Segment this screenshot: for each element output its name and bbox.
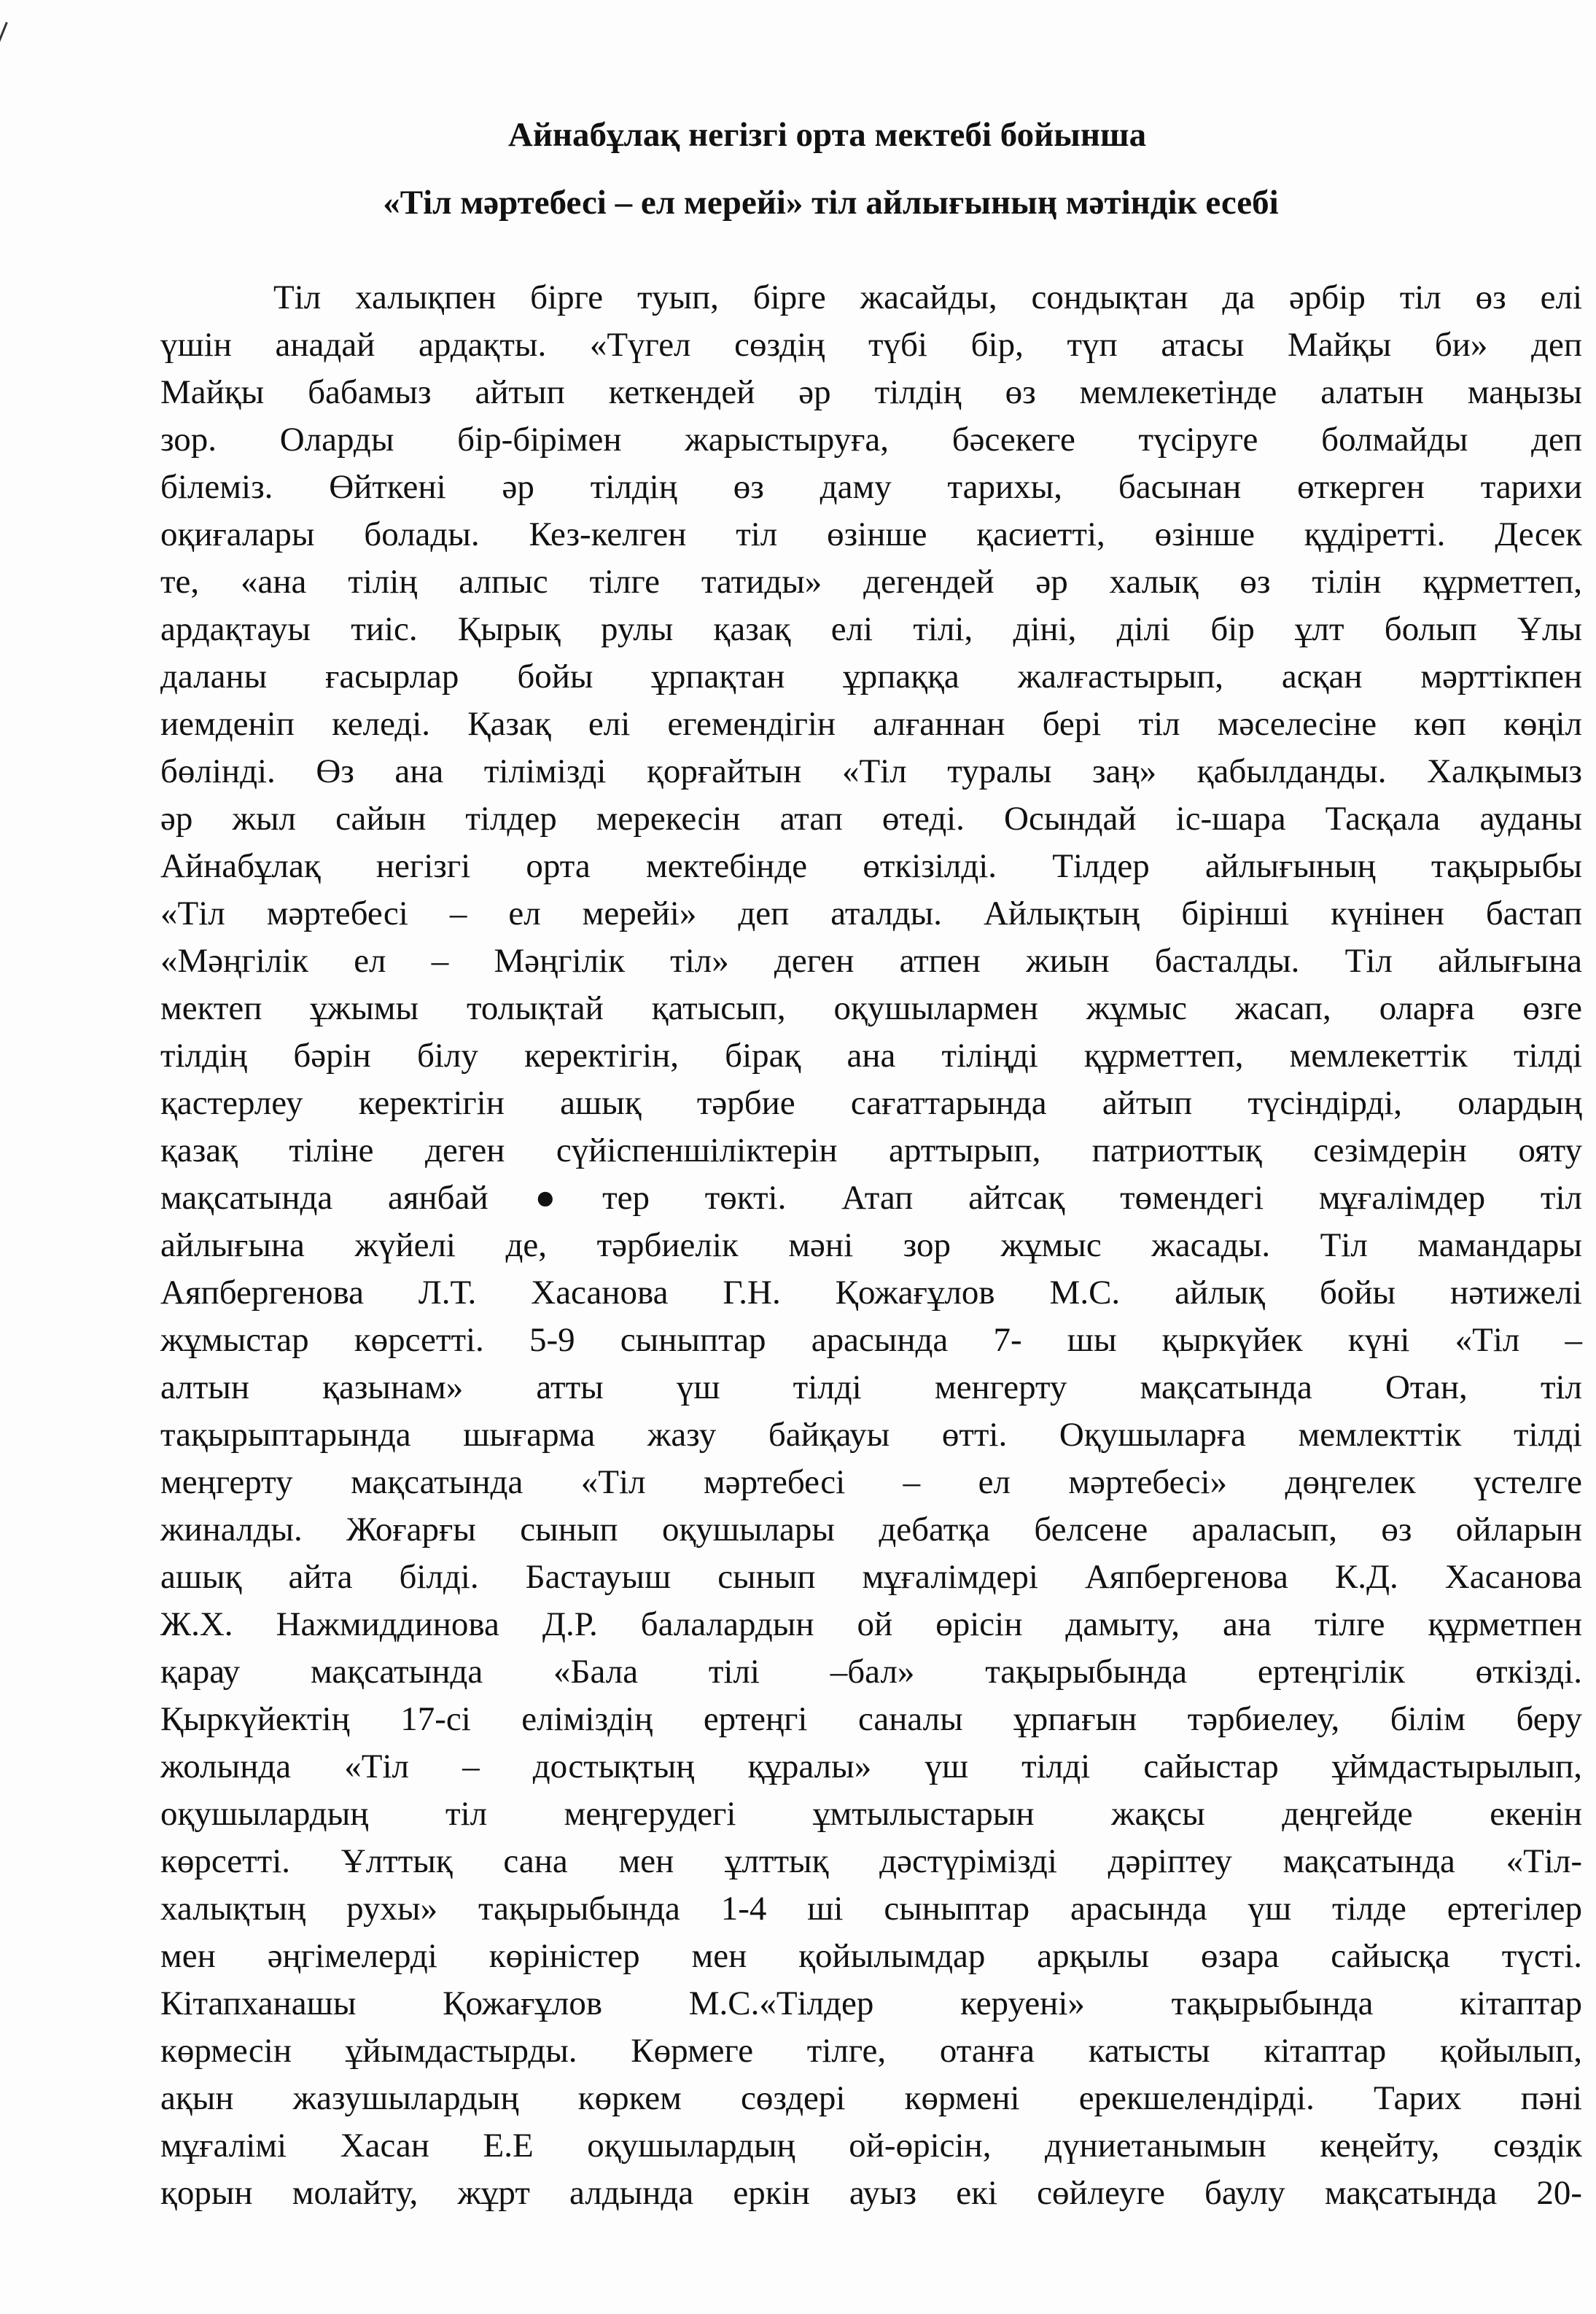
paragraph-line: қарау мақсатында «Бала тілі –бал» тақырыбында ертеңгілік өткізді.	[160, 1653, 1582, 1691]
paragraph-line: әр жыл сайын тілдер мерекесін атап өтеді. Осындай іс-шара Тасқала ауданы	[160, 800, 1582, 838]
paragraph-line: мақсатында аянбай●тер төкті. Атап айтсақ төмендегі мұғалімдер тіл	[160, 1179, 1582, 1217]
paragraph-line: Майқы бабамыз айтып кеткендей әр тілдің өз мемлекетінде алатын маңызы	[160, 373, 1582, 411]
paragraph-line: даланы ғасырлар бойы ұрпақтан ұрпаққа жалғастырып, асқан мәрттікпен	[160, 658, 1582, 696]
paragraph-line: оқушылардың тіл меңгерудегі ұмтылыстарын жақсы деңгейде екенін	[160, 1795, 1582, 1833]
paragraph-line: бөлінді. Өз ана тілімізді қорғайтын «Тіл туралы заң» қабылданды. Халқымыз	[160, 752, 1582, 790]
document-title-line-1: Айнабұлақ негізгі орта мектебі бойынша	[507, 116, 1147, 154]
paragraph-line: жиналды. Жоғарғы сынып оқушылары дебатқа белсене араласып, өз ойларын	[160, 1511, 1582, 1548]
paragraph-line: көрсетті. Ұлттық сана мен ұлттық дәстүрімізді дәріптеу мақсатында «Тіл-	[160, 1842, 1582, 1880]
paragraph-line: мектеп ұжымы толықтай қатысып, оқушылармен жұмыс жасап, оларға өзге	[160, 989, 1582, 1027]
paragraph-line: білеміз. Өйткені әр тілдің өз даму тарихы, басынан өткерген тарихи	[160, 468, 1582, 506]
paragraph-line: иемденіп келеді. Қазақ елі егемендігін алғаннан бері тіл мәселесіне көп көңіл	[160, 705, 1582, 743]
paragraph-line: ақын жазушылардың көркем сөздері көрмені ерекшелендірді. Тарих пәні	[160, 2079, 1582, 2117]
paragraph-line: оқиғалары болады. Кез-келген тіл өзінше қасиетті, өзінше құдіретті. Десек	[160, 515, 1582, 553]
document-title-line-2: «Тіл мәртебесі – ел мерейі» тіл айлығының мәтіндік есебі	[383, 184, 1279, 222]
paragraph-line: қазақ тіліне деген сүйіспеншіліктерін арттырып, патриоттық сезімдерін ояту	[160, 1131, 1582, 1169]
paragraph-line: Аяпбергенова Л.Т. Хасанова Г.Н. Қожағұлов М.С. айлық бойы нәтижелі	[160, 1274, 1582, 1312]
paragraph-line: мен әңгімелерді көріністер мен қойылымдар арқылы өзара сайысқа түсті.	[160, 1937, 1582, 1975]
paragraph-line: үшін анадай ардақты. «Түгел сөздің түбі бір, түп атасы Майқы би» деп	[160, 326, 1582, 364]
paragraph-line: «Мәңгілік ел – Мәңгілік тіл» деген атпен жиын басталды. Тіл айлығына	[160, 942, 1582, 980]
paragraph-line: тілдің бәрін білу керектігін, бірақ ана тіліңді құрметтеп, мемлекеттік тілді	[160, 1037, 1582, 1075]
paragraph-line: те, «ана тілің алпыс тілге татиды» дегендей әр халық өз тілін құрметтеп,	[160, 563, 1582, 601]
paragraph-line: ардақтауы тиіс. Қырық рулы қазақ елі тілі, діні, ділі бір ұлт болып Ұлы	[160, 610, 1582, 648]
scan-artifact-line	[0, 22, 8, 104]
paragraph-line: зор. Оларды бір-бірімен жарыстыруға, бәсекеге түсіруге болмайды деп	[160, 421, 1582, 459]
paragraph-line: жұмыстар көрсетті. 5-9 сыныптар арасында 7- шы қыркүйек күні «Тіл –	[160, 1321, 1582, 1359]
paragraph-line: жолында «Тіл – достықтың құралы» үш тілді сайыстар ұймдастырылып,	[160, 1748, 1582, 1785]
paragraph-line: айлығына жүйелі де, тәрбиелік мәні зор жұмыс жасады. Тіл мамандары	[160, 1226, 1582, 1264]
paragraph-line: Айнабұлақ негізгі орта мектебінде өткізілді. Тілдер айлығының тақырыбы	[160, 847, 1582, 885]
paragraph-line: «Тіл мәртебесі – ел мерейі» деп аталды. Айлықтың бірінші күнінен бастап	[160, 895, 1582, 932]
paragraph-line: Тіл халықпен бірге туып, бірге жасайды, сондықтан да әрбір тіл өз елі	[273, 278, 1582, 316]
paragraph-line: көрмесін ұйымдастырды. Көрмеге тілге, отанға катысты кітаптар қойылып,	[160, 2032, 1582, 2070]
paragraph-line: ашық айта білді. Бастауыш сынып мұғалімдері Аяпбергенова К.Д. Хасанова	[160, 1558, 1582, 1596]
paragraph-line: Қыркүйектің 17-сі еліміздің ертеңгі саналы ұрпағын тәрбиелеу, білім беру	[160, 1700, 1582, 1738]
paragraph-line: меңгерту мақсатында «Тіл мәртебесі – ел мәртебесі» дөңгелек үстелге	[160, 1463, 1582, 1501]
paragraph-line: қорын молайту, жұрт алдында еркін ауыз екі сөйлеуге баулу мақсатында 20-	[160, 2174, 1582, 2212]
paragraph-line: қастерлеу керектігін ашық тәрбие сағаттарында айтып түсіндірді, олардың	[160, 1084, 1582, 1122]
paragraph-line: мұғалімі Хасан Е.Е оқушылардың ой-өрісін, дүниетанымын кеңейту, сөздік	[160, 2127, 1582, 2165]
paragraph-line: халықтың рухы» тақырыбында 1-4 ші сыныптар арасында үш тілде ертегілер	[160, 1890, 1582, 1928]
paragraph-line: Ж.Х. Нажмиддинова Д.Р. балалардын ой өрісін дамыту, ана тілге құрметпен	[160, 1605, 1582, 1643]
paragraph-line: тақырыптарында шығарма жазу байқауы өтті. Оқушыларға мемлекттік тілді	[160, 1416, 1582, 1454]
paragraph-line: алтын қазынам» атты үш тілді менгерту мақсатында Отан, тіл	[160, 1368, 1582, 1406]
paragraph-line: Кітапханашы Қожағұлов М.С.«Тілдер керуені» тақырыбында кітаптар	[160, 1984, 1582, 2022]
